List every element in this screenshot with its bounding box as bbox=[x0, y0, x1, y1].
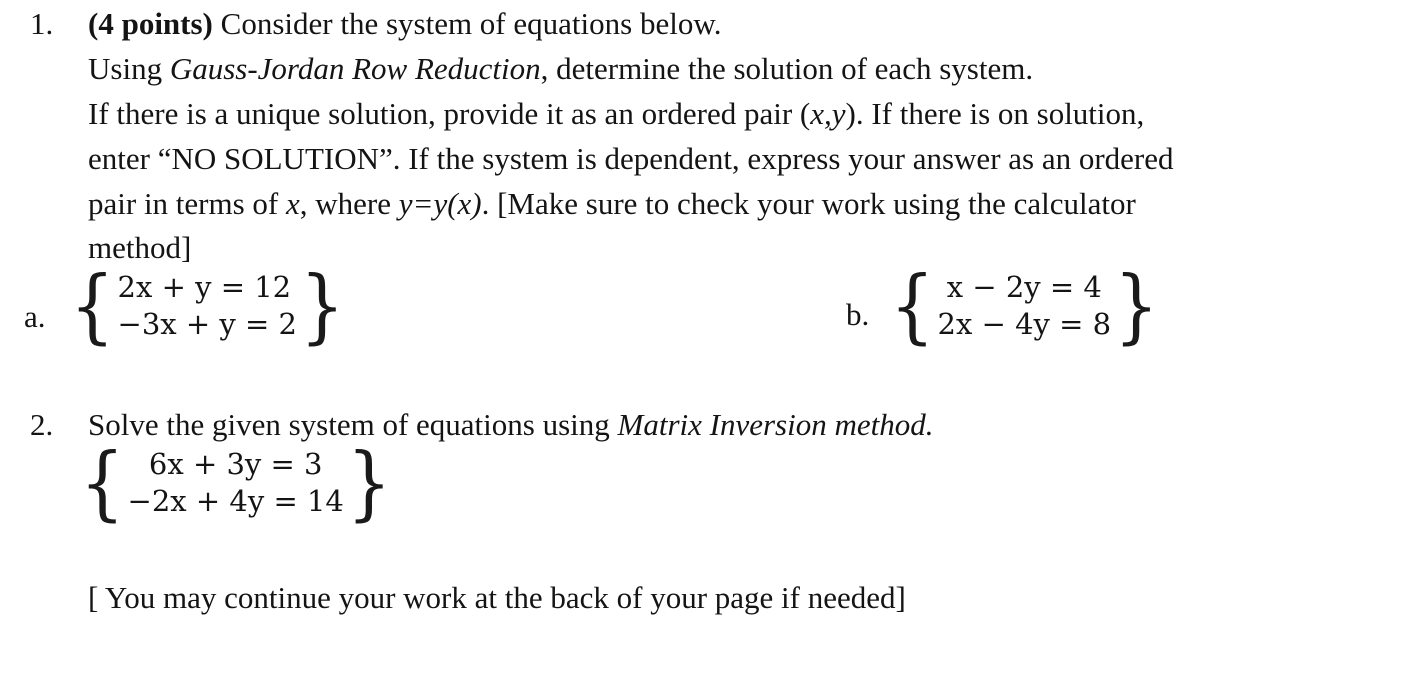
left-brace-icon: { bbox=[70, 258, 115, 354]
question-1-line-6: method] bbox=[88, 230, 192, 265]
part-a-label: a. bbox=[24, 299, 46, 334]
left-brace-icon: { bbox=[80, 435, 125, 531]
question-2-system bbox=[80, 435, 392, 531]
question-1-line-3: If there is a unique solution, provide it as an ordered pair (x,y). If there is on solution, bbox=[88, 96, 1145, 131]
question-1-number: 1. bbox=[30, 6, 54, 41]
question-2-text: Solve the given system of equations using Matrix Inversion method. bbox=[88, 407, 934, 442]
footer-note: [ You may continue your work at the back of your page if needed] bbox=[88, 580, 906, 615]
part-a-equation-1: 2x + y = 12 bbox=[117, 270, 292, 304]
part-a-equation-2: −3x + y = 2 bbox=[117, 307, 297, 341]
part-b-label: b. bbox=[846, 297, 870, 332]
gauss-jordan-method-name: Gauss-Jordan Row Reduction bbox=[169, 51, 541, 86]
question-2-equations bbox=[125, 446, 347, 520]
question-1-points: (4 points) bbox=[88, 6, 213, 41]
question-2-equation-2: −2x + 4y = 14 bbox=[127, 484, 344, 518]
question-1-line-4: enter “NO SOLUTION”. If the system is dependent, express your answer as an ordered bbox=[88, 141, 1174, 176]
part-b-system bbox=[890, 258, 1159, 354]
part-a-equations bbox=[115, 269, 300, 343]
part-b-equation-2: 2x − 4y = 8 bbox=[937, 307, 1112, 341]
right-brace-icon: } bbox=[346, 435, 392, 531]
right-brace-icon: } bbox=[1114, 258, 1159, 354]
right-brace-icon: } bbox=[299, 258, 345, 354]
question-1-line-5: pair in terms of x, where y=y(x). [Make sure to check your work using the calculator bbox=[88, 186, 1136, 221]
question-2-number: 2. bbox=[30, 407, 54, 442]
question-1-intro-line bbox=[88, 4, 721, 44]
part-b-equation-1: x − 2y = 4 bbox=[946, 270, 1102, 304]
left-brace-icon: { bbox=[890, 258, 935, 354]
matrix-inversion-method-name: Matrix Inversion method. bbox=[617, 407, 934, 442]
question-1-intro: Consider the system of equations below. bbox=[212, 6, 722, 41]
part-a-system bbox=[70, 258, 345, 354]
question-2-equation-1: 6x + 3y = 3 bbox=[148, 447, 323, 481]
question-1-line-2: Using Gauss-Jordan Row Reduction, determine the solution of each system. bbox=[88, 51, 1034, 86]
part-b-equations bbox=[935, 269, 1115, 343]
